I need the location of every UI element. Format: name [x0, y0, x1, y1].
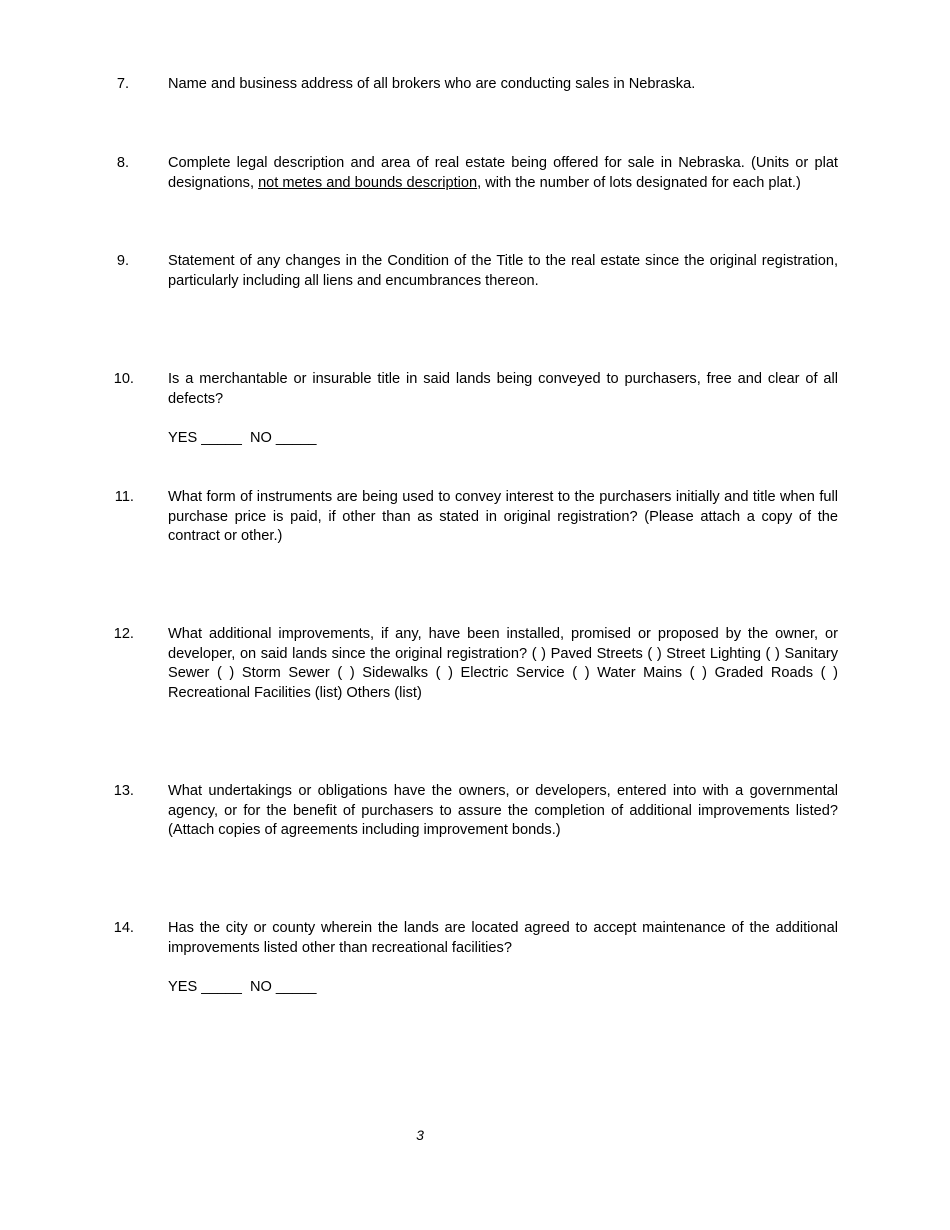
question-number: 13.	[113, 783, 134, 799]
yes-no-answer[interactable]: YES _____ NO _____	[168, 979, 317, 995]
question-number: 11.	[114, 489, 134, 505]
underlined-phrase: not metes and bounds description	[258, 174, 478, 191]
question-number: 8.	[116, 155, 129, 171]
question-number: 10.	[113, 371, 134, 387]
question-text-part: , with the number of lots designated for each plat.)	[477, 174, 801, 191]
question-number: 9.	[116, 253, 129, 269]
page-number: 3	[416, 1127, 424, 1143]
question-text: Has the city or county wherein the lands are located agreed to accept maintenance of the additional improvements listed other than recreational facilities?	[168, 920, 838, 956]
question-number: 12.	[113, 626, 134, 642]
question-text: What additional improvements, if any, have been installed, promised or proposed by the owner, or developer, on said lands since the original registration? ( ) Paved Streets ( ) Street Lighting ( ) Sanitary Sewer ( ) Storm Sewer ( ) Sidewalks ( ) Electric Service ( ) Water Mains ( ) Graded Roads ( ) Recreational Facilities (list) Others (list)	[168, 626, 838, 701]
question-number: 7.	[116, 76, 129, 92]
question-text-part: Complete legal description and area of real estate being offered for sale in Nebraska. (Units or plat designations,	[168, 155, 838, 191]
question-text	[168, 154, 838, 193]
question-text: Statement of any changes in the Condition of the Title to the real estate since the original registration, particularly including all liens and encumbrances thereon.	[168, 253, 838, 289]
question-text: What form of instruments are being used to convey interest to the purchasers initially and title when full purchase price is paid, if other than as stated in original registration? (Please attach a copy of the contract or other.)	[168, 489, 838, 545]
question-text: Name and business address of all brokers who are conducting sales in Nebraska.	[168, 76, 696, 92]
question-text: What undertakings or obligations have the owners, or developers, entered into with a governmental agency, or for the benefit of purchasers to assure the completion of additional improvements listed? (Attach copies of agreements including improvement bonds.)	[168, 783, 838, 839]
question-text: Is a merchantable or insurable title in said lands being conveyed to purchasers, free and clear of all defects?	[168, 371, 838, 407]
question-number: 14.	[113, 920, 134, 936]
yes-no-answer[interactable]: YES _____ NO _____	[168, 430, 317, 446]
